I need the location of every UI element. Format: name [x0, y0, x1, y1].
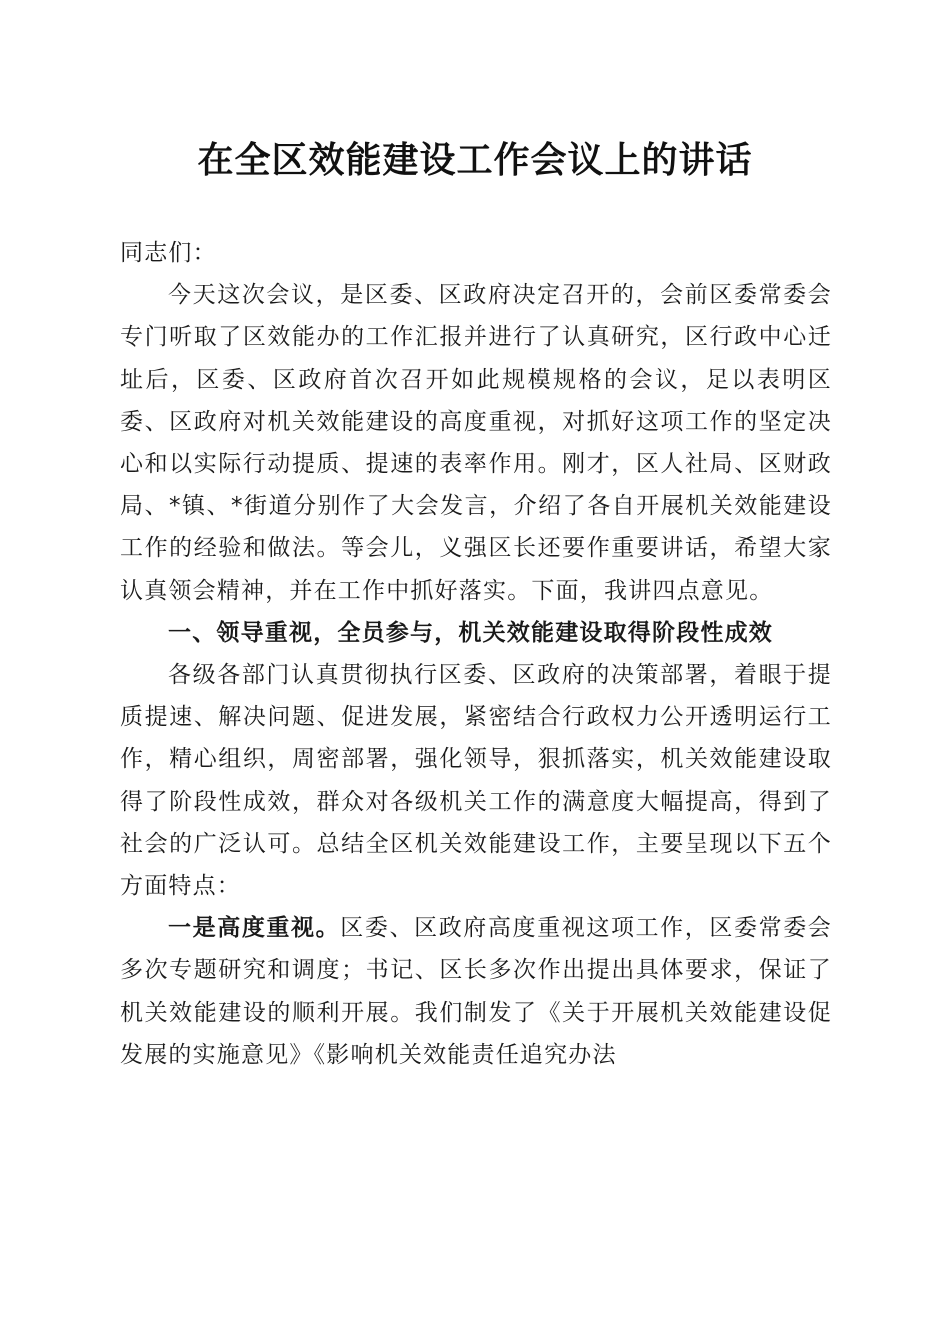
- paragraph-point-1: [120, 907, 832, 1076]
- paragraph-intro: 今天这次会议，是区委、区政府决定召开的，会前区委常委会专门听取了区效能办的工作汇报并进行了认真研究，区行政中心迁址后，区委、区政府首次召开如此规模规格的会议，足以表明区委、区政府对机关效能建设的高度重视，对抓好这项工作的坚定决心和以实际行动提质、提速的表率作用。刚才，区人社局、区财政局、*镇、*街道分别作了大会发言，介绍了各自开展机关效能建设工作的经验和做法。等会儿，义强区长还要作重要讲话，希望大家认真领会精神，并在工作中抓好落实。下面，我讲四点意见。: [120, 282, 832, 604]
- section-heading-1: 一、领导重视，全员参与，机关效能建设取得阶段性成效: [168, 619, 773, 646]
- page-title: 在全区效能建设工作会议上的讲话: [197, 139, 753, 181]
- document-body: [120, 232, 832, 1076]
- salutation: 同志们：: [120, 240, 217, 266]
- point-1-lead: 一是高度重视。: [168, 915, 341, 942]
- paragraph-summary: 各级各部门认真贯彻执行区委、区政府的决策部署，着眼于提质提速、解决问题、促进发展，紧密结合行政权力公开透明运行工作，精心组织，周密部署，强化领导，狠抓落实，机关效能建设取得了阶段性成效，群众对各级机关工作的满意度大幅提高，得到了社会的广泛认可。总结全区机关效能建设工作，主要呈现以下五个方面特点：: [120, 662, 832, 900]
- point-1-text: 区委、区政府高度重视这项工作，区委常委会多次专题研究和调度；书记、区长多次作出提出具体要求，保证了机关效能建设的顺利开展。我们制发了《关于开展机关效能建设促发展的实施意见》《影响机关效能责任追究办法: [120, 915, 833, 1068]
